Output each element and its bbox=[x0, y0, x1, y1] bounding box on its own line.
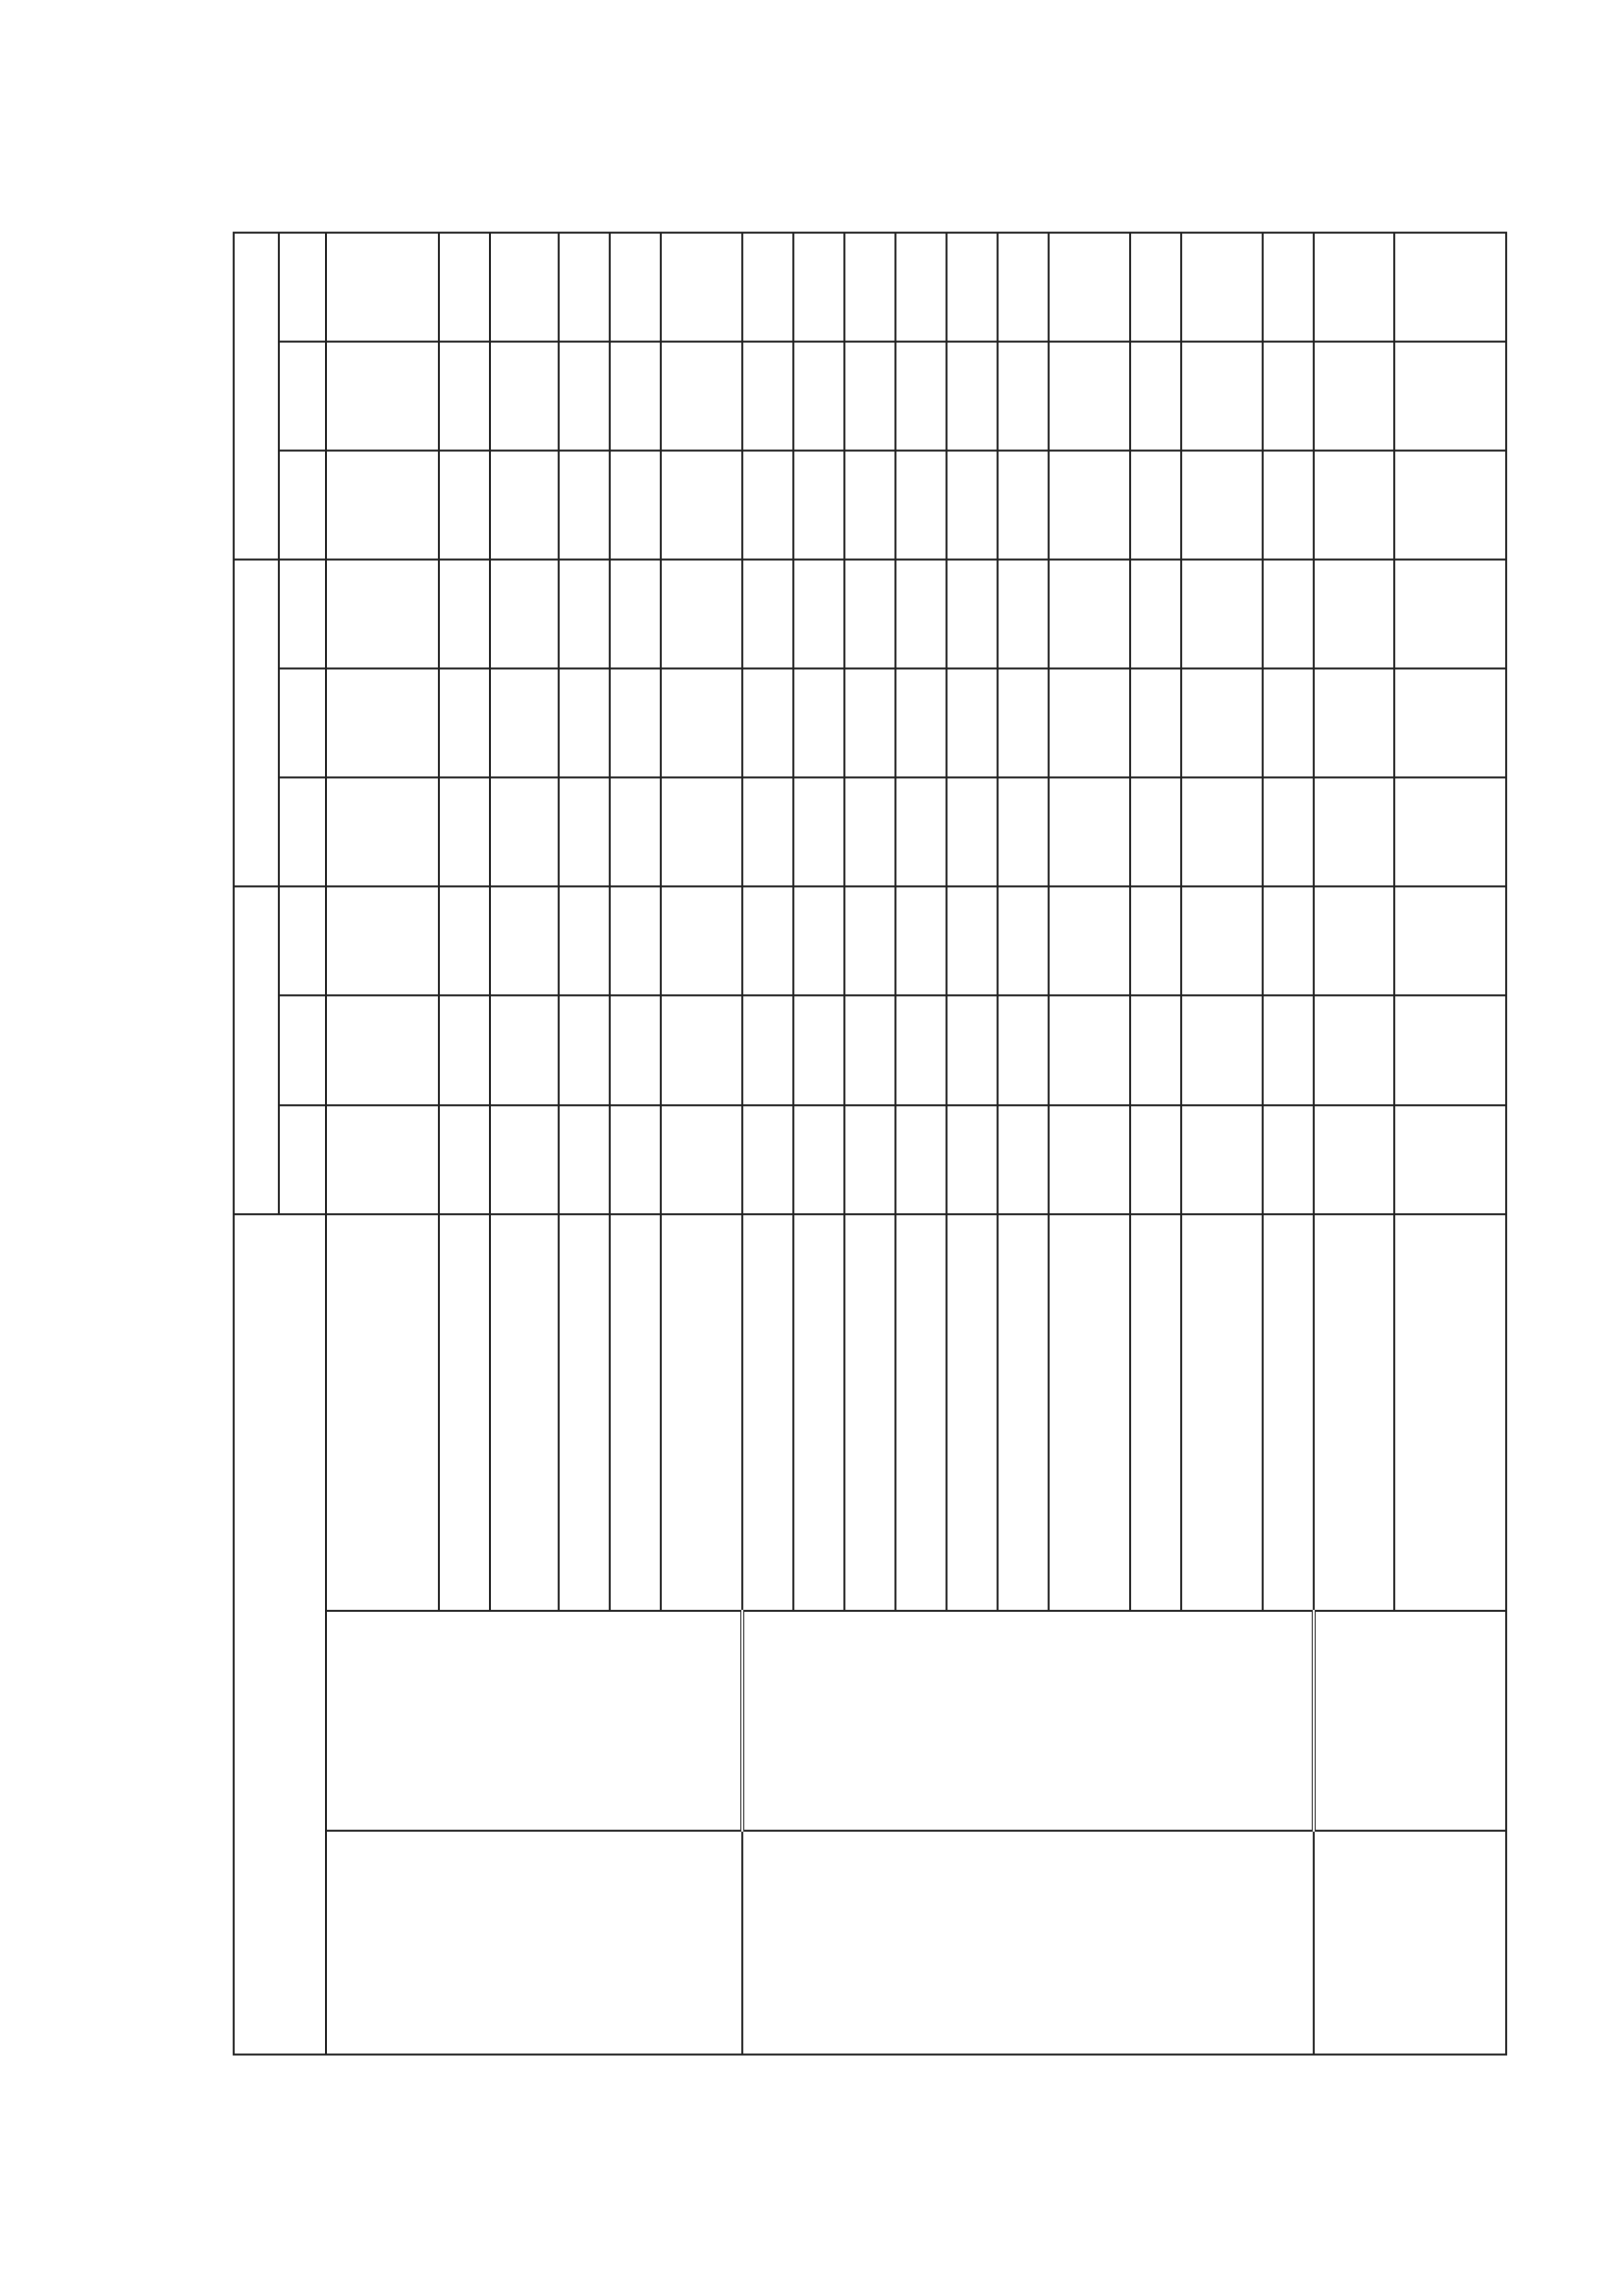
mark-cell bbox=[1263, 233, 1314, 342]
mark-cell bbox=[895, 233, 947, 342]
mark-cell bbox=[326, 560, 439, 668]
mark-cell bbox=[1049, 668, 1130, 777]
mark-cell bbox=[1394, 886, 1506, 995]
group-header-rt-f bbox=[234, 886, 279, 1213]
mark-cell bbox=[439, 342, 490, 451]
mark-cell bbox=[1394, 668, 1506, 777]
mark-cell bbox=[490, 1105, 559, 1214]
mark-cell bbox=[895, 886, 947, 995]
mark-cell bbox=[895, 777, 947, 886]
mark-cell bbox=[947, 342, 998, 451]
mark-cell bbox=[439, 996, 490, 1105]
mark-cell bbox=[1181, 886, 1263, 995]
mark-cell bbox=[1263, 342, 1314, 451]
row-label bbox=[1314, 1214, 1395, 1611]
mark-cell bbox=[1181, 342, 1263, 451]
mark-cell bbox=[947, 996, 998, 1105]
mark-cell bbox=[490, 886, 559, 995]
row-label bbox=[610, 1214, 661, 1611]
mark-cell bbox=[661, 451, 742, 560]
mark-cell bbox=[844, 668, 895, 777]
mark-cell bbox=[1049, 342, 1130, 451]
mark-cell bbox=[742, 451, 793, 560]
table-body bbox=[326, 233, 1506, 2055]
mark-cell bbox=[998, 886, 1049, 995]
mark-cell bbox=[1181, 451, 1263, 560]
mark-cell bbox=[610, 342, 661, 451]
level-header bbox=[279, 560, 326, 668]
mark-cell bbox=[661, 560, 742, 668]
mark-cell bbox=[742, 233, 793, 342]
mark-cell bbox=[439, 1105, 490, 1214]
mark-cell bbox=[793, 560, 844, 668]
mark-cell bbox=[490, 560, 559, 668]
mark-cell bbox=[1049, 886, 1130, 995]
mark-cell bbox=[998, 560, 1049, 668]
row-label bbox=[947, 1214, 998, 1611]
mark-cell bbox=[793, 342, 844, 451]
mark-cell bbox=[661, 342, 742, 451]
mark-cell bbox=[1263, 996, 1314, 1105]
level-header bbox=[279, 996, 326, 1105]
mark-cell bbox=[844, 451, 895, 560]
mark-cell bbox=[1181, 996, 1263, 1105]
mark-cell bbox=[742, 668, 793, 777]
group-header-rt-s bbox=[234, 233, 279, 560]
table-row bbox=[742, 233, 793, 2055]
mark-cell bbox=[1130, 777, 1181, 886]
mark-cell bbox=[439, 886, 490, 995]
mark-cell bbox=[1130, 1105, 1181, 1214]
mark-cell bbox=[661, 996, 742, 1105]
mark-cell bbox=[844, 560, 895, 668]
row-label bbox=[1263, 1214, 1314, 1611]
mark-cell bbox=[844, 886, 895, 995]
mark-cell bbox=[947, 668, 998, 777]
mark-cell bbox=[661, 777, 742, 886]
mark-cell bbox=[998, 451, 1049, 560]
mark-cell bbox=[998, 233, 1049, 342]
mark-cell bbox=[1049, 1105, 1130, 1214]
mark-cell bbox=[661, 233, 742, 342]
mark-cell bbox=[895, 560, 947, 668]
level-header bbox=[279, 342, 326, 451]
category-cell bbox=[742, 1611, 1314, 1831]
mark-cell bbox=[998, 1105, 1049, 1214]
table-row bbox=[326, 233, 439, 2055]
mark-cell bbox=[742, 560, 793, 668]
row-label bbox=[844, 1214, 895, 1611]
mark-cell bbox=[439, 777, 490, 886]
content-header bbox=[234, 1214, 326, 2055]
mark-cell bbox=[947, 560, 998, 668]
mark-cell bbox=[559, 1105, 610, 1214]
mark-cell bbox=[439, 560, 490, 668]
row-label bbox=[742, 1214, 793, 1611]
mark-cell bbox=[998, 342, 1049, 451]
mark-cell bbox=[1049, 996, 1130, 1105]
mark-cell bbox=[1130, 451, 1181, 560]
row-label bbox=[793, 1214, 844, 1611]
mark-cell bbox=[1181, 560, 1263, 668]
mark-cell bbox=[326, 668, 439, 777]
mark-cell bbox=[844, 342, 895, 451]
mark-cell bbox=[947, 233, 998, 342]
blank-cell bbox=[1314, 1831, 1506, 2055]
mark-cell bbox=[793, 996, 844, 1105]
mark-cell bbox=[742, 996, 793, 1105]
mark-cell bbox=[326, 451, 439, 560]
mark-cell bbox=[1394, 451, 1506, 560]
mark-cell bbox=[326, 996, 439, 1105]
mark-cell bbox=[559, 342, 610, 451]
mark-cell bbox=[610, 668, 661, 777]
mark-cell bbox=[610, 777, 661, 886]
mark-cell bbox=[1314, 668, 1395, 777]
mark-cell bbox=[1130, 668, 1181, 777]
mark-cell bbox=[439, 668, 490, 777]
row-label bbox=[1049, 1214, 1130, 1611]
row-label bbox=[326, 1214, 439, 1611]
mark-cell bbox=[1181, 777, 1263, 886]
mark-cell bbox=[610, 451, 661, 560]
mark-cell bbox=[1130, 342, 1181, 451]
mark-cell bbox=[844, 996, 895, 1105]
mark-cell bbox=[947, 451, 998, 560]
mark-cell bbox=[1263, 777, 1314, 886]
mark-cell bbox=[998, 996, 1049, 1105]
mark-cell bbox=[490, 996, 559, 1105]
mark-cell bbox=[559, 668, 610, 777]
level-header bbox=[279, 886, 326, 995]
mark-cell bbox=[610, 996, 661, 1105]
mark-cell bbox=[326, 342, 439, 451]
mark-cell bbox=[1314, 560, 1395, 668]
mark-cell bbox=[1314, 886, 1395, 995]
mark-cell bbox=[793, 777, 844, 886]
mark-cell bbox=[1314, 342, 1395, 451]
mark-cell bbox=[793, 668, 844, 777]
mark-cell bbox=[998, 777, 1049, 886]
header-row-groups bbox=[234, 233, 279, 2055]
mark-cell bbox=[1394, 342, 1506, 451]
mark-cell bbox=[742, 777, 793, 886]
mark-cell bbox=[326, 886, 439, 995]
level-header bbox=[279, 777, 326, 886]
row-label bbox=[490, 1214, 559, 1611]
mark-cell bbox=[895, 668, 947, 777]
level-header bbox=[279, 451, 326, 560]
row-label bbox=[1130, 1214, 1181, 1611]
mark-cell bbox=[1130, 560, 1181, 668]
level-header bbox=[279, 1105, 326, 1214]
mark-cell bbox=[1181, 1105, 1263, 1214]
mark-cell bbox=[326, 777, 439, 886]
mark-cell bbox=[844, 1105, 895, 1214]
row-label bbox=[559, 1214, 610, 1611]
mark-cell bbox=[439, 233, 490, 342]
mark-cell bbox=[490, 777, 559, 886]
mark-cell bbox=[1314, 777, 1395, 886]
table-row bbox=[1314, 233, 1395, 2055]
mark-cell bbox=[742, 1105, 793, 1214]
mark-cell bbox=[844, 777, 895, 886]
mark-cell bbox=[793, 886, 844, 995]
mark-cell bbox=[844, 233, 895, 342]
mark-cell bbox=[793, 451, 844, 560]
mark-cell bbox=[559, 777, 610, 886]
mark-cell bbox=[490, 451, 559, 560]
mark-cell bbox=[895, 996, 947, 1105]
mark-cell bbox=[1130, 996, 1181, 1105]
mark-cell bbox=[1049, 451, 1130, 560]
mark-cell bbox=[1394, 1105, 1506, 1214]
mark-cell bbox=[559, 886, 610, 995]
mark-cell bbox=[1394, 233, 1506, 342]
mark-cell bbox=[559, 996, 610, 1105]
mark-cell bbox=[559, 560, 610, 668]
category-cell bbox=[1314, 1611, 1506, 1831]
mark-cell bbox=[1130, 233, 1181, 342]
mark-cell bbox=[1130, 886, 1181, 995]
mark-cell bbox=[1181, 233, 1263, 342]
rotated-table-container bbox=[233, 232, 1507, 2056]
mark-cell bbox=[610, 1105, 661, 1214]
content-table bbox=[233, 232, 1507, 2056]
mark-cell bbox=[793, 233, 844, 342]
blank-cell bbox=[326, 1831, 742, 2055]
level-header bbox=[279, 668, 326, 777]
mark-cell bbox=[661, 1105, 742, 1214]
row-label bbox=[895, 1214, 947, 1611]
group-header-rt-d bbox=[234, 560, 279, 886]
mark-cell bbox=[1263, 886, 1314, 995]
mark-cell bbox=[1263, 451, 1314, 560]
mark-cell bbox=[1394, 560, 1506, 668]
mark-cell bbox=[559, 451, 610, 560]
mark-cell bbox=[490, 668, 559, 777]
row-label bbox=[998, 1214, 1049, 1611]
mark-cell bbox=[742, 886, 793, 995]
mark-cell bbox=[610, 886, 661, 995]
mark-cell bbox=[610, 560, 661, 668]
mark-cell bbox=[1263, 1105, 1314, 1214]
mark-cell bbox=[661, 886, 742, 995]
mark-cell bbox=[793, 1105, 844, 1214]
mark-cell bbox=[1314, 996, 1395, 1105]
mark-cell bbox=[326, 233, 439, 342]
category-cell bbox=[326, 1611, 742, 1831]
mark-cell bbox=[661, 668, 742, 777]
row-label bbox=[1181, 1214, 1263, 1611]
mark-cell bbox=[895, 1105, 947, 1214]
mark-cell bbox=[490, 342, 559, 451]
mark-cell bbox=[439, 451, 490, 560]
blank-cell bbox=[742, 1831, 1314, 2055]
mark-cell bbox=[895, 342, 947, 451]
mark-cell bbox=[1263, 668, 1314, 777]
mark-cell bbox=[998, 668, 1049, 777]
row-label bbox=[1394, 1214, 1506, 1611]
mark-cell bbox=[1049, 233, 1130, 342]
mark-cell bbox=[1181, 668, 1263, 777]
mark-cell bbox=[610, 233, 661, 342]
mark-cell bbox=[1394, 777, 1506, 886]
mark-cell bbox=[559, 233, 610, 342]
mark-cell bbox=[1263, 560, 1314, 668]
mark-cell bbox=[947, 886, 998, 995]
mark-cell bbox=[1049, 777, 1130, 886]
mark-cell bbox=[895, 451, 947, 560]
mark-cell bbox=[1394, 996, 1506, 1105]
mark-cell bbox=[947, 1105, 998, 1214]
mark-cell bbox=[326, 1105, 439, 1214]
mark-cell bbox=[1314, 233, 1395, 342]
mark-cell bbox=[1314, 1105, 1395, 1214]
mark-cell bbox=[1314, 451, 1395, 560]
row-label bbox=[439, 1214, 490, 1611]
mark-cell bbox=[742, 342, 793, 451]
row-label bbox=[661, 1214, 742, 1611]
mark-cell bbox=[490, 233, 559, 342]
mark-cell bbox=[947, 777, 998, 886]
level-header bbox=[279, 233, 326, 342]
mark-cell bbox=[1049, 560, 1130, 668]
